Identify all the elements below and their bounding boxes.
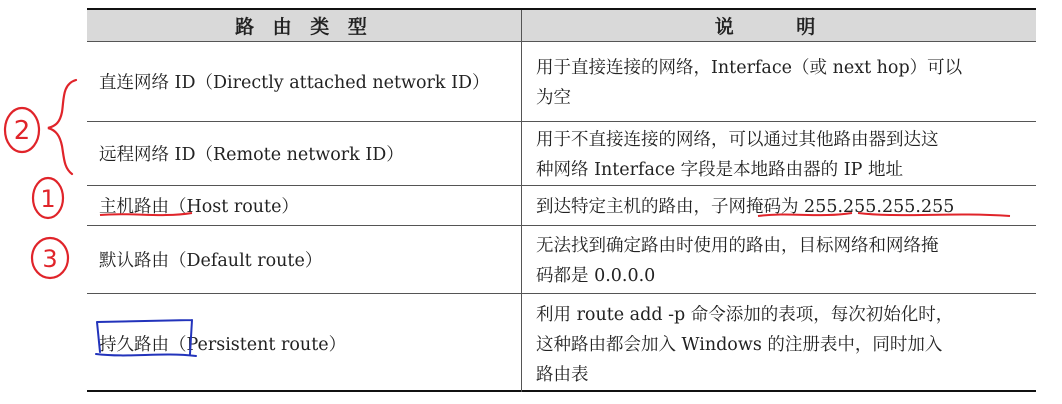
- desc-line: 无法找到确定路由时使用的路由，目标网络和网络掩: [536, 236, 939, 256]
- circled-mark: [32, 238, 68, 278]
- desc-line: 用于不直接连接的网络，可以通过其他路由器到达这: [536, 130, 939, 150]
- desc-cell: [521, 122, 1036, 185]
- desc-cell: [521, 42, 1036, 121]
- header-desc-label: 说 明: [714, 16, 844, 38]
- desc-line: 路由表: [536, 364, 589, 385]
- route-type-table: [87, 8, 1036, 392]
- circled-mark: [5, 108, 39, 152]
- route-type-text: 持久路由（Persistent route）: [99, 334, 347, 355]
- header-type-label: 路 由 类 型: [235, 16, 373, 38]
- mark-label: 2: [13, 116, 31, 146]
- type-cell: [87, 42, 521, 121]
- desc-cell: [521, 186, 1036, 225]
- table-row: [87, 42, 1036, 122]
- type-cell: [87, 294, 521, 392]
- type-cell: [87, 122, 521, 185]
- route-type-text: 直连网络 ID（Directly attached network ID）: [99, 73, 490, 93]
- header-cell-desc: [521, 10, 1036, 41]
- desc-line: 为空: [536, 88, 571, 108]
- desc-line: 利用 route add -p 命令添加的表项，每次初始化时，: [536, 304, 954, 325]
- route-type-text: 主机路由（Host route）: [99, 197, 299, 217]
- table-header-row: [87, 10, 1036, 42]
- desc-line: 到达特定主机的路由，子网掩码为 255.255.255.255: [536, 197, 955, 217]
- desc-line: 种网络 Interface 字段是本地路由器的 IP 地址: [536, 160, 903, 180]
- route-type-text: 默认路由（Default route）: [99, 251, 323, 271]
- desc-cell: [521, 294, 1036, 392]
- table-row: [87, 226, 1036, 294]
- type-cell: [87, 186, 521, 225]
- table-row: [87, 294, 1036, 392]
- circled-mark: [33, 178, 63, 218]
- type-cell: [87, 226, 521, 293]
- desc-line: 用于直接连接的网络，Interface（或 next hop）可以: [536, 58, 963, 78]
- desc-line: 码都是 0.0.0.0: [536, 266, 656, 286]
- route-type-text: 远程网络 ID（Remote network ID）: [99, 145, 404, 165]
- desc-line: 这种路由都会加入 Windows 的注册表中，同时加入: [536, 334, 943, 355]
- table-row: [87, 122, 1036, 186]
- table-row: [87, 186, 1036, 226]
- mark-label: 1: [40, 185, 56, 213]
- curly-brace: [48, 80, 76, 174]
- mark-label: 3: [42, 245, 58, 273]
- desc-cell: [521, 226, 1036, 293]
- header-cell-type: [87, 10, 521, 41]
